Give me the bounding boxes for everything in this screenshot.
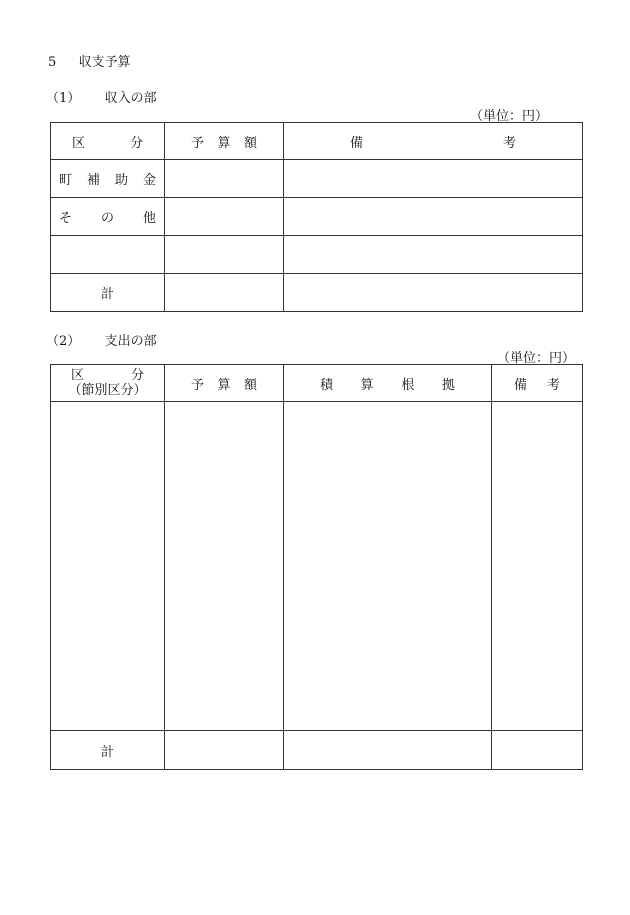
income-heading-title: 収入の部	[104, 91, 157, 106]
income-row-remarks[interactable]	[284, 160, 583, 198]
income-total-label: 計	[51, 274, 165, 312]
expense-table	[50, 364, 583, 770]
expense-unit-label: （単位：円）	[497, 351, 576, 366]
expense-body-basis[interactable]	[284, 402, 492, 731]
income-row	[51, 160, 583, 198]
section-title	[48, 51, 131, 70]
income-total-remarks[interactable]	[284, 274, 583, 312]
expense-total-label: 計	[51, 731, 165, 770]
income-row-remarks[interactable]	[284, 236, 583, 274]
income-header-row	[51, 123, 583, 160]
expense-body-category[interactable]	[51, 402, 165, 731]
income-total-row	[51, 274, 583, 312]
expense-total-remarks[interactable]	[492, 731, 583, 770]
income-header-category: 区 分	[51, 123, 165, 160]
expense-header-row	[51, 365, 583, 402]
income-row-budget[interactable]	[165, 198, 284, 236]
expense-total-row	[51, 731, 583, 770]
income-row	[51, 198, 583, 236]
income-row-label[interactable]	[51, 236, 165, 274]
income-header-remarks: 備 考	[284, 123, 583, 160]
expense-total-basis[interactable]	[284, 731, 492, 770]
income-row-budget[interactable]	[165, 236, 284, 274]
expense-heading	[46, 330, 157, 349]
income-header-budget: 予 算 額	[165, 123, 284, 160]
income-row-label: そ の 他	[51, 198, 165, 236]
expense-header-category-sub: （節別区分）	[68, 383, 147, 398]
expense-body-row	[51, 402, 583, 731]
expense-heading-number: （2）	[46, 334, 81, 349]
section-number: 5	[48, 55, 57, 70]
expense-header-remarks: 備 考	[492, 365, 583, 402]
expense-header-category: 区 分 （節別区分）	[51, 365, 165, 402]
income-heading-number: （1）	[46, 91, 81, 106]
expense-header-basis: 積 算 根 拠	[284, 365, 492, 402]
income-heading	[46, 87, 157, 106]
income-row-budget[interactable]	[165, 160, 284, 198]
expense-header-budget: 予 算 額	[165, 365, 284, 402]
income-row-label: 町 補 助 金	[51, 160, 165, 198]
expense-body-budget[interactable]	[165, 402, 284, 731]
expense-heading-title: 支出の部	[104, 334, 157, 349]
section-title-text: 収支予算	[78, 55, 131, 70]
income-unit-label: （単位：円）	[470, 109, 549, 124]
income-total-budget[interactable]	[165, 274, 284, 312]
income-row	[51, 236, 583, 274]
income-row-remarks[interactable]	[284, 198, 583, 236]
expense-total-budget[interactable]	[165, 731, 284, 770]
income-table	[50, 122, 583, 312]
expense-body-remarks[interactable]	[492, 402, 583, 731]
